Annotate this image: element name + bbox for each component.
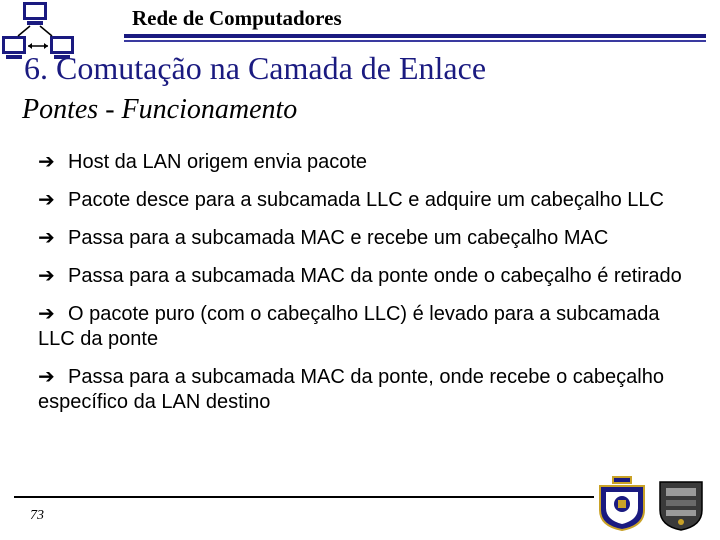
- bullet-item: [38, 365, 698, 415]
- bullet-text: Passa para a subcamada MAC da ponte onde o cabeçalho é retirado: [68, 265, 682, 287]
- slide-subtitle: Pontes - Funcionamento: [22, 94, 298, 125]
- bullet-item: [38, 150, 698, 175]
- header-divider-thin: [124, 40, 706, 42]
- bullet-text: Pacote desce para a subcamada LLC e adquire um cabeçalho LLC: [68, 189, 664, 211]
- right-arrow-icon: ➔: [38, 227, 55, 249]
- bullet-text: Passa para a subcamada MAC da ponte, onde recebe o cabeçalho específico da LAN destino: [38, 366, 664, 413]
- right-arrow-icon: ➔: [38, 303, 55, 325]
- bullet-item: [38, 264, 698, 289]
- page-number: 73: [30, 508, 44, 523]
- footer-divider: [14, 496, 594, 498]
- bullet-text: Host da LAN origem envia pacote: [68, 151, 368, 173]
- slide-title: 6. Comutação na Camada de Enlace: [24, 50, 487, 86]
- header-divider: [124, 34, 706, 38]
- bullet-item: [38, 302, 698, 352]
- bullet-text: O pacote puro (com o cabeçalho LLC) é levado para a subcamada LLC da ponte: [38, 303, 660, 350]
- bullet-text: Passa para a subcamada MAC e recebe um cabeçalho MAC: [68, 227, 609, 249]
- right-arrow-icon: ➔: [38, 366, 55, 388]
- course-title: Rede de Computadores: [132, 6, 342, 30]
- university-crest-icon: [596, 474, 648, 532]
- bullet-item: [38, 226, 698, 251]
- right-arrow-icon: ➔: [38, 151, 55, 173]
- right-arrow-icon: ➔: [38, 265, 55, 287]
- institute-crest-icon: [654, 478, 708, 532]
- bullet-list: [38, 150, 698, 428]
- right-arrow-icon: ➔: [38, 189, 55, 211]
- bullet-item: [38, 188, 698, 213]
